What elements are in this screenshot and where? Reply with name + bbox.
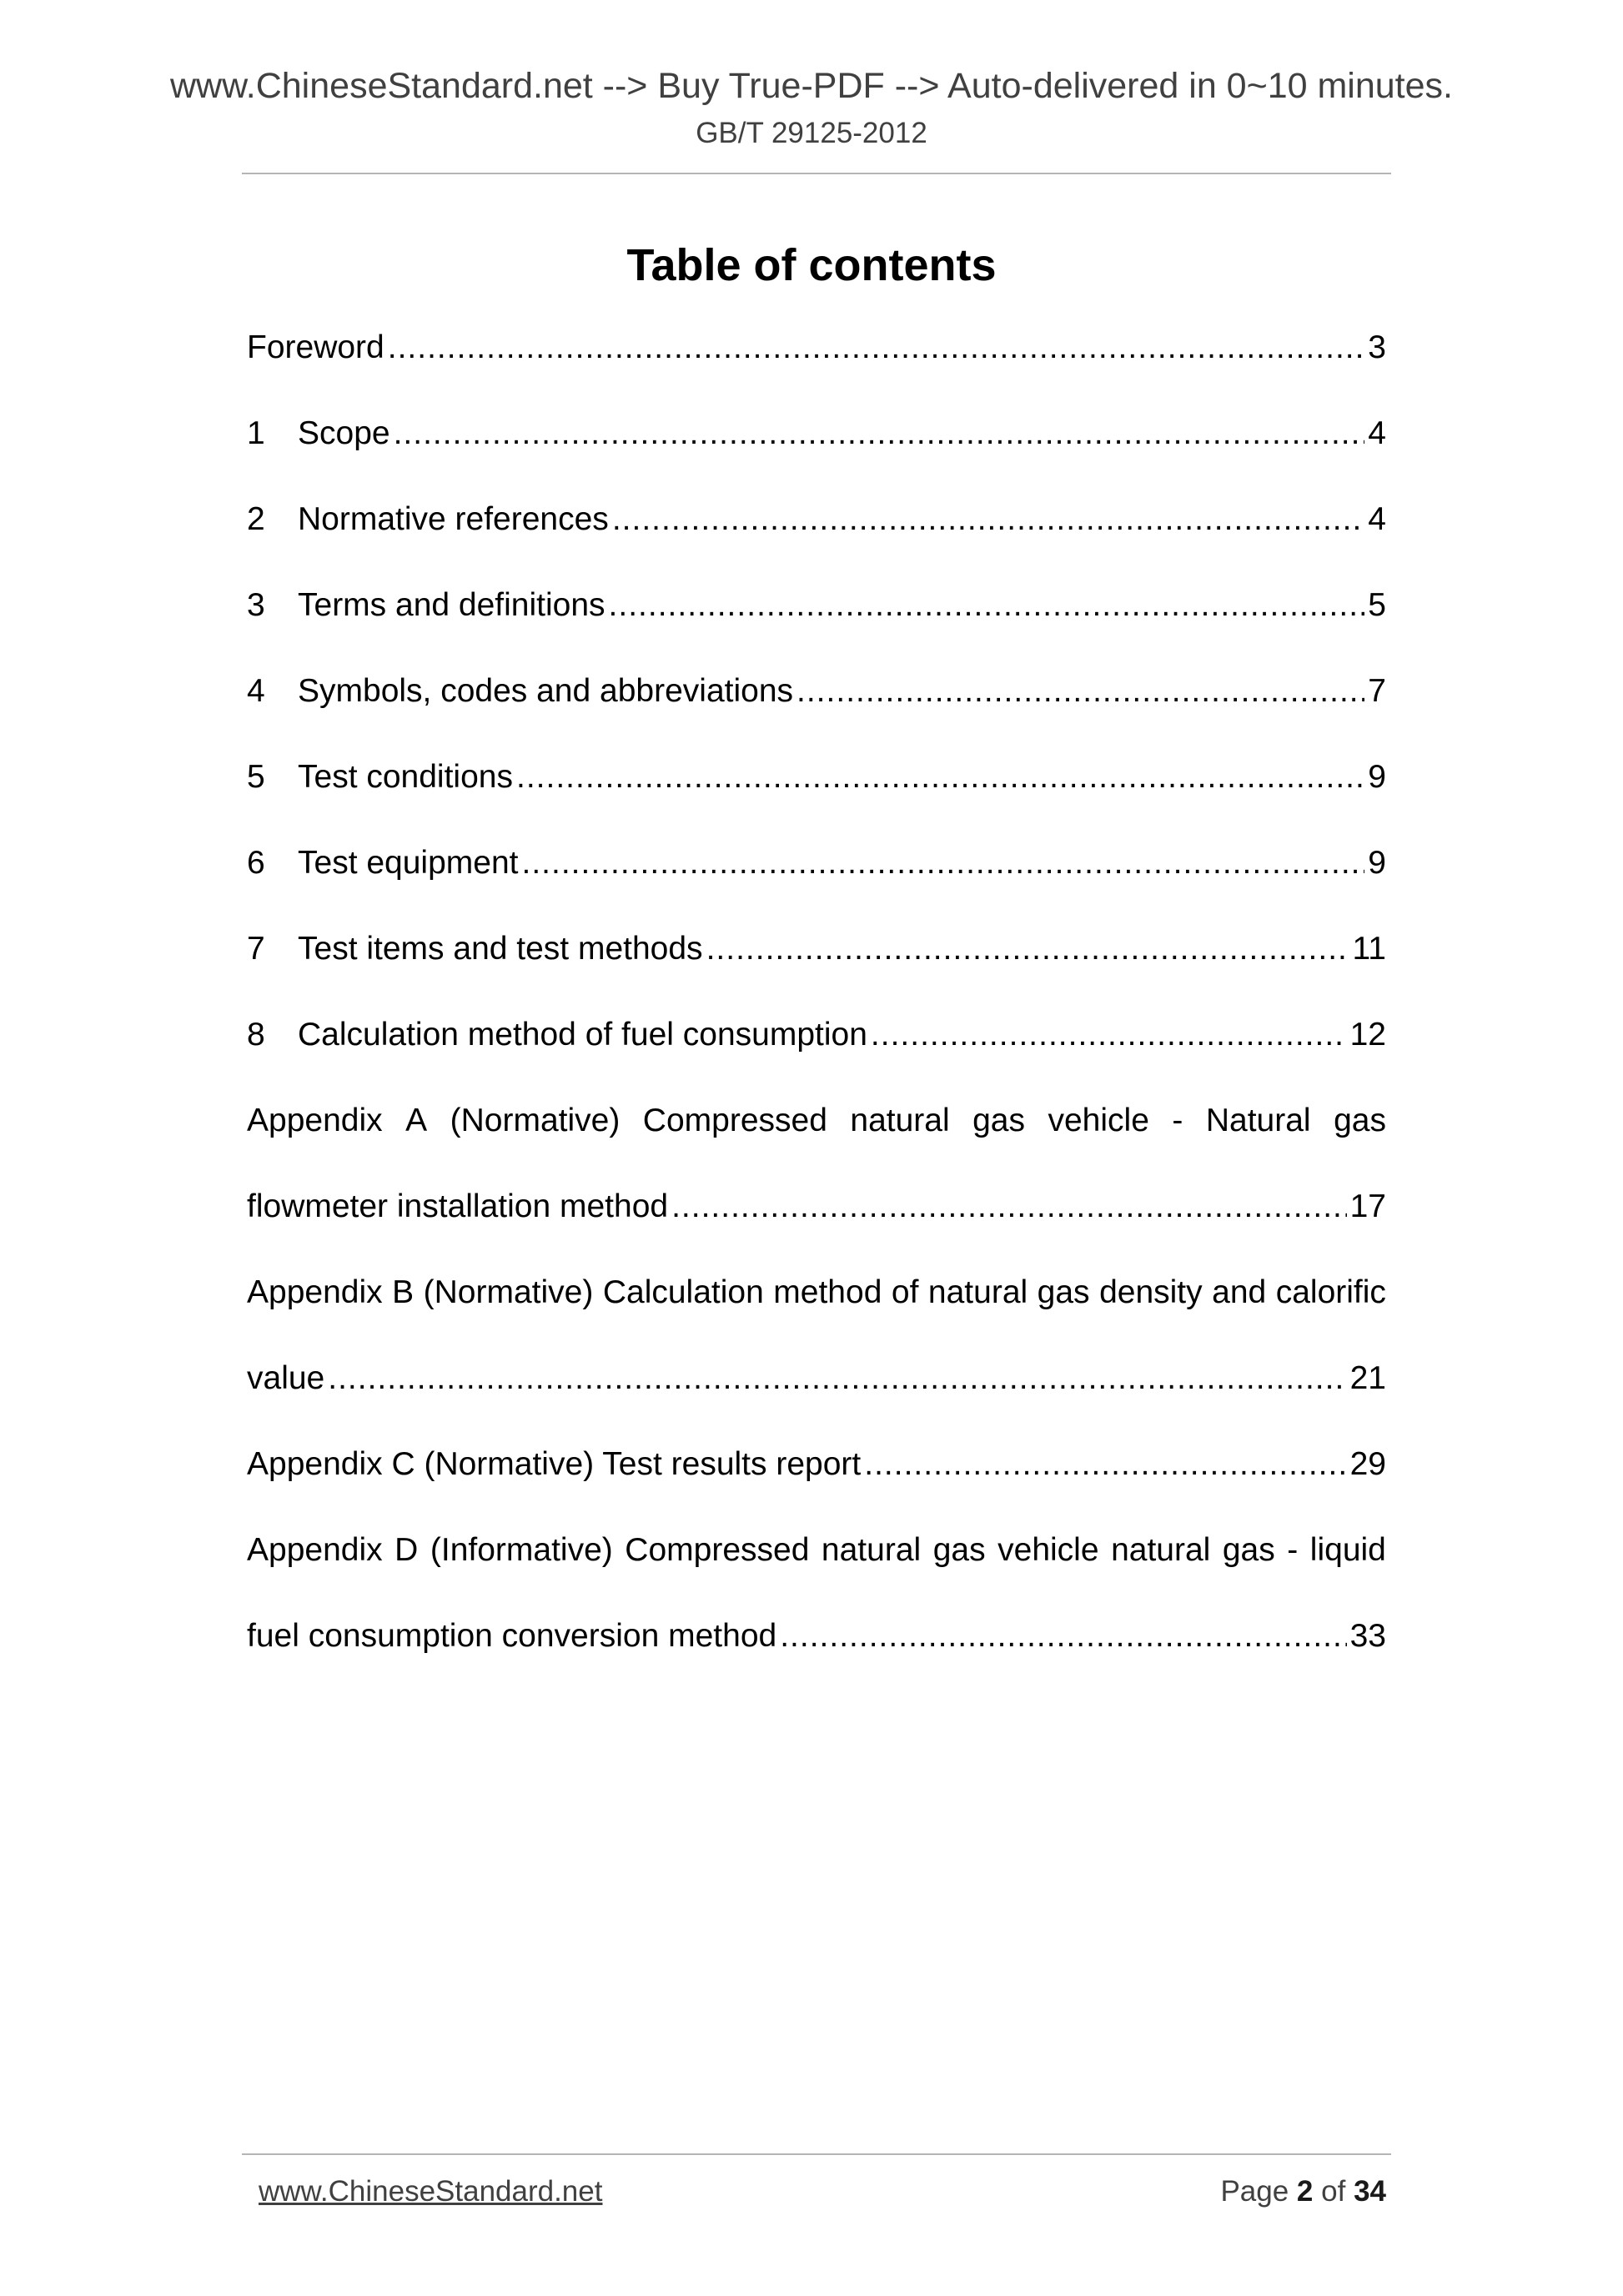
toc-entry-page: 4 [1368,415,1386,451]
toc-word: natural [821,1532,922,1568]
toc-word: Appendix [247,1103,383,1138]
toc-entry-page: 17 [1349,1188,1386,1224]
toc-entry-page: 12 [1349,1017,1386,1053]
toc-entry-page: 7 [1368,673,1386,709]
toc-word: gas [1222,1532,1275,1568]
toc-word: - [1172,1103,1183,1138]
toc-entry-page: 29 [1349,1446,1386,1482]
page-prefix: Page [1220,2175,1289,2208]
toc-entry-number: 1 [247,415,265,451]
toc-word: Appendix [247,1274,383,1310]
toc-word: method [773,1274,882,1310]
toc-word: (Informative) [430,1532,613,1568]
toc-entry-page: 21 [1349,1360,1386,1396]
toc-word: gas [972,1103,1025,1138]
toc-entry-appendix-d-line1[interactable] [247,1532,1386,1618]
toc-entry-calculation-method[interactable] [247,1017,1386,1103]
toc-entry-appendix-d-line2[interactable] [247,1618,1386,1704]
toc-entry-page: 33 [1349,1618,1386,1654]
toc-entry-appendix-a-line1[interactable] [247,1103,1386,1188]
page-of: of [1321,2175,1346,2208]
dot-leader [871,1017,1347,1053]
toc-entry-test-equipment[interactable] [247,845,1386,931]
toc-word: natural [927,1274,1028,1310]
dot-leader [609,587,1365,624]
toc-entry-page: 5 [1368,587,1386,623]
toc-entry-number: 5 [247,759,265,795]
dot-leader [516,759,1364,796]
toc-entry-number: 3 [247,587,265,623]
toc-entry-appendix-b-line2[interactable] [247,1360,1386,1446]
header-divider [242,173,1391,174]
toc-entry-title: Terms and definitions [298,587,605,623]
toc-word: natural [1111,1532,1211,1568]
page-current: 2 [1296,2175,1314,2208]
toc-entry-title: Normative references [298,501,609,537]
toc-word: liquid [1309,1532,1386,1568]
toc-word: A [405,1103,428,1138]
toc-entry-appendix-b-line1[interactable] [247,1274,1386,1360]
toc-word: Compressed [625,1532,810,1568]
dot-leader [780,1618,1346,1655]
toc-word: natural [850,1103,950,1138]
page-total: 34 [1354,2175,1386,2208]
toc-word: Appendix [247,1532,383,1568]
toc-word: gas [1037,1274,1090,1310]
dot-leader [671,1188,1347,1225]
footer-website-link[interactable]: www.ChineseStandard.net [259,2175,603,2208]
toc-entry-symbols[interactable] [247,673,1386,759]
dot-leader [612,501,1364,538]
toc-word: density [1099,1274,1203,1310]
toc-entry-title: Foreword [247,329,384,365]
dot-leader [706,931,1349,967]
dot-leader [328,1360,1346,1397]
dot-leader [388,329,1365,366]
toc-entry-title: value [247,1360,325,1396]
toc-entry-number: 6 [247,845,265,881]
toc-entry-title: Test equipment [298,845,519,881]
toc-entry-title: fuel consumption conversion method [247,1618,777,1654]
toc-entry-appendix-c[interactable] [247,1446,1386,1532]
toc-word: D [394,1532,419,1568]
dot-leader [796,673,1364,710]
dot-leader [864,1446,1346,1483]
page-number [1220,2175,1386,2208]
toc-entry-test-items[interactable] [247,931,1386,1017]
toc-word: Natural [1205,1103,1311,1138]
toc-word: (Normative) [423,1274,594,1310]
toc-word: calorific [1275,1274,1386,1310]
toc-entry-title: Test items and test methods [298,931,703,967]
toc-word: gas [932,1532,986,1568]
toc-entry-title: Test conditions [298,759,513,795]
table-of-contents [247,329,1386,1704]
toc-word: vehicle [997,1532,1099,1568]
footer-divider [242,2153,1391,2155]
page-title: Table of contents [626,240,997,290]
toc-entry-page: 9 [1368,845,1386,881]
toc-entry-number: 2 [247,501,265,537]
toc-word: B [392,1274,415,1310]
toc-entry-title: Appendix C (Normative) Test results report [247,1446,862,1482]
toc-word: and [1212,1274,1267,1310]
header-banner: www.ChineseStandard.net --> Buy True-PDF --> Auto-delivered in 0~10 minutes. [169,66,1453,106]
toc-entry-foreword[interactable] [247,329,1386,415]
toc-entry-number: 4 [247,673,265,709]
toc-entry-appendix-a-line2[interactable] [247,1188,1386,1274]
dot-leader [522,845,1365,882]
standard-code: GB/T 29125-2012 [696,117,927,149]
toc-entry-page: 4 [1368,501,1386,537]
toc-entry-page: 3 [1368,329,1386,365]
toc-word: of [891,1274,919,1310]
toc-entry-page: 9 [1368,759,1386,795]
toc-entry-page: 11 [1352,931,1386,967]
toc-word: Compressed [642,1103,827,1138]
toc-word: vehicle [1048,1103,1149,1138]
toc-entry-number: 7 [247,931,265,967]
toc-entry-terms-and-definitions[interactable] [247,587,1386,673]
toc-entry-scope[interactable] [247,415,1386,501]
toc-word: gas [1334,1103,1386,1138]
toc-entry-title: Calculation method of fuel consumption [298,1017,867,1053]
toc-word: Calculation [602,1274,764,1310]
toc-word: - [1287,1532,1299,1568]
toc-entry-title: flowmeter installation method [247,1188,669,1224]
toc-word: (Normative) [450,1103,621,1138]
toc-entry-normative-references[interactable] [247,501,1386,587]
dot-leader [394,415,1365,452]
toc-entry-title: Scope [298,415,390,451]
toc-entry-number: 8 [247,1017,265,1053]
toc-entry-title: Symbols, codes and abbreviations [298,673,794,709]
toc-entry-test-conditions[interactable] [247,759,1386,845]
